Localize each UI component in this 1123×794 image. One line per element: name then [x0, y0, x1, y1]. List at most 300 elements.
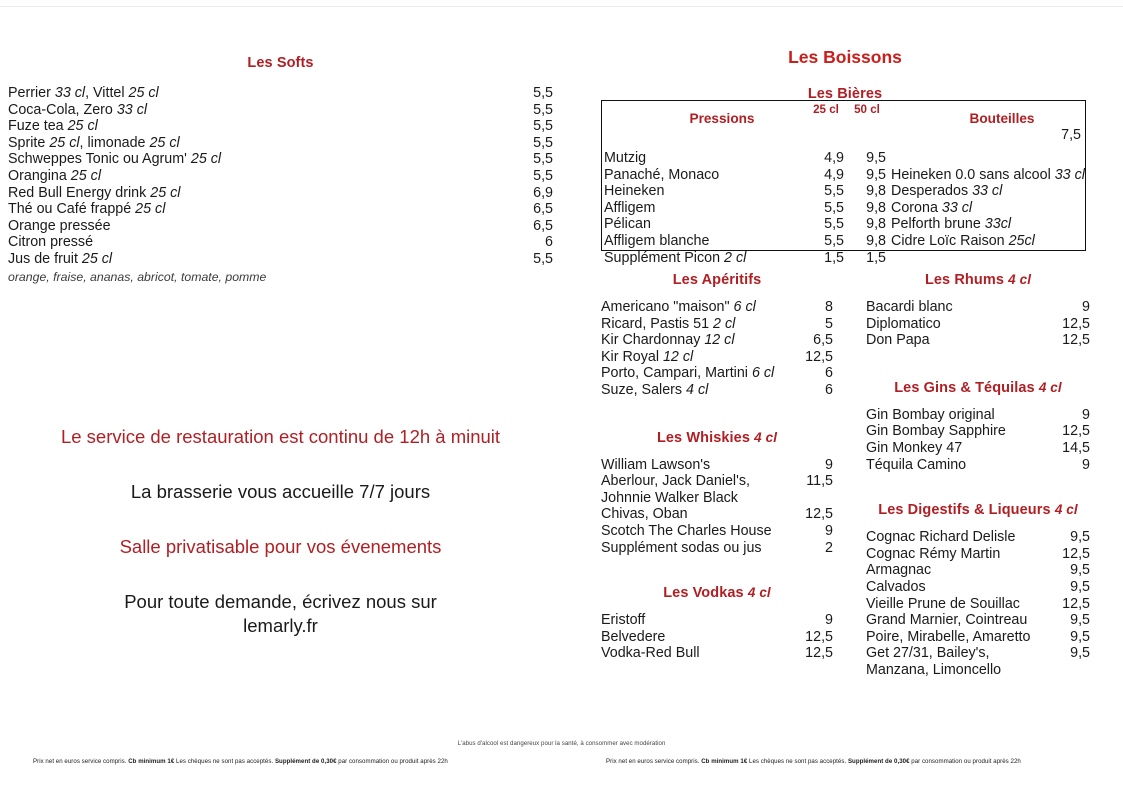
softs-section — [8, 55, 553, 285]
beer-price-25cl: 5,5 — [824, 232, 844, 249]
item-label: Thé ou Café frappé — [8, 201, 136, 218]
beer-price-50cl: 9,8 — [866, 232, 886, 249]
menu-item-row — [866, 299, 1090, 316]
item-name — [8, 168, 101, 185]
item-name — [866, 332, 930, 349]
vodkas-heading-volume: 4 cl — [747, 585, 771, 601]
item-label: Fuze tea — [8, 118, 68, 135]
item-name — [8, 218, 111, 235]
item-price: 5,5 — [533, 151, 553, 168]
softs-heading: Les Softs — [247, 55, 314, 71]
item-label: Porto, Campari, Martini — [601, 365, 752, 382]
item-label: Supplément sodas ou jus — [601, 539, 762, 556]
menu-item-row — [866, 529, 1090, 546]
menu-item-row — [8, 234, 553, 251]
menu-item-row — [601, 506, 833, 523]
item-label: Orange pressée — [8, 217, 111, 234]
item-name — [866, 299, 953, 316]
spirits-middle-column — [601, 272, 833, 662]
promo-website[interactable]: lemarly.fr — [243, 615, 318, 636]
item-label: Perrier — [8, 85, 55, 101]
softs-list — [8, 85, 553, 268]
item-price: 8 — [825, 299, 833, 315]
beer-row — [604, 233, 1085, 250]
menu-item-row — [8, 185, 553, 202]
promo-private-room: Salle privatisable pour vos évenements — [119, 536, 442, 557]
item-price: 5,5 — [533, 250, 553, 267]
beer-price-50cl: 9,5 — [866, 150, 886, 166]
item-price: 12,5 — [1062, 595, 1090, 612]
beer-col-50cl-header: 50 cl — [854, 103, 880, 116]
item-label: Get 27/31, Bailey's, — [866, 645, 990, 662]
item-price: 9,5 — [1070, 645, 1090, 662]
item-price: 9,5 — [1070, 628, 1090, 645]
menu-item-row — [601, 645, 833, 662]
item-price: 6 — [825, 381, 833, 398]
item-price: 12,5 — [1062, 545, 1090, 562]
item-name — [601, 365, 774, 382]
item-name — [866, 579, 926, 596]
spacer — [601, 399, 833, 430]
item-name — [8, 85, 159, 102]
item-price: 9,5 — [1070, 562, 1090, 579]
item-volume: 25 cl — [81, 250, 113, 267]
item-price: 6 — [825, 365, 833, 382]
item-label: Jus de fruit — [8, 250, 82, 267]
item-name — [866, 316, 941, 333]
menu-item-row — [601, 490, 833, 507]
item-label: Suze, Salers — [601, 381, 687, 398]
whiskies-heading — [601, 430, 833, 446]
beer-rows — [604, 150, 1085, 266]
menu-item-row — [601, 365, 833, 382]
item-label: Cognac Richard Delisle — [866, 529, 1016, 546]
beer-pression-name — [604, 233, 804, 250]
item-name — [601, 316, 735, 333]
item-volume: 33 cl — [116, 101, 148, 118]
legal-part-d: Supplément de 0,30€ — [274, 758, 337, 765]
beer-bottle — [886, 167, 1085, 184]
beer-name: Pélican — [604, 216, 651, 233]
item-price: 6 — [545, 234, 553, 251]
item-name — [8, 234, 93, 251]
menu-item-row — [8, 102, 553, 119]
item-label: Don Papa — [866, 332, 930, 349]
gins-list — [866, 407, 1090, 473]
spirits-right-column — [866, 272, 1090, 679]
beer-row — [604, 150, 1085, 167]
item-price: 11,5 — [806, 473, 833, 490]
item-name — [601, 332, 735, 349]
item-label: Red Bull Energy drink — [8, 184, 151, 201]
menu-item-row — [8, 168, 553, 185]
whiskies-heading-label: Les Whiskies — [656, 429, 755, 446]
aperitifs-heading: Les Apéritifs — [672, 272, 762, 288]
legal-part-a: Prix net en euros service compris. — [606, 758, 702, 765]
legal-note-left — [33, 758, 448, 765]
item-name — [8, 251, 112, 268]
item-volume: 25 cl — [67, 118, 98, 135]
item-volume: 25 cl — [49, 134, 80, 151]
vodkas-heading-label: Les Vodkas — [663, 585, 748, 602]
item-price: 9,5 — [1070, 612, 1090, 629]
item-price: 9 — [825, 522, 833, 539]
spacer — [866, 349, 1090, 380]
item-name — [601, 299, 756, 316]
item-name — [601, 645, 700, 662]
bottle-volume: 33 cl — [972, 183, 1003, 200]
menu-item-row — [866, 546, 1090, 563]
item-price: 6,5 — [813, 332, 833, 349]
beer-price-25cl: 5,5 — [824, 216, 844, 233]
item-label: Poire, Mirabelle, Amaretto — [866, 628, 1031, 645]
menu-item-row — [866, 457, 1090, 474]
item-volume-2: 25 cl — [128, 85, 159, 101]
item-label: Scotch The Charles House — [601, 522, 772, 539]
menu-item-row — [8, 151, 553, 168]
legal-part-b: Cb minimum 1€ — [701, 758, 748, 765]
menu-item-row — [601, 457, 833, 474]
item-name — [601, 540, 762, 557]
gins-heading-label: Les Gins & Téquilas — [894, 379, 1039, 396]
item-name — [601, 490, 738, 507]
item-volume: 25 cl — [135, 201, 166, 218]
item-price: 12,5 — [1062, 315, 1090, 332]
item-name — [866, 440, 962, 457]
item-name — [601, 629, 665, 646]
legal-part-e: par consommation ou produit après 22h — [909, 758, 1021, 765]
item-volume: 4 cl — [686, 381, 709, 398]
item-label: Eristoff — [601, 612, 646, 629]
item-price: 6,5 — [533, 217, 553, 234]
item-name — [601, 523, 772, 540]
boissons-heading: Les Boissons — [788, 47, 902, 67]
item-price: 5,5 — [533, 134, 553, 151]
item-volume: 33 cl — [54, 85, 86, 101]
bottle-volume: 33cl — [984, 216, 1012, 233]
legal-part-a: Prix net en euros service compris. — [33, 758, 129, 765]
beer-col-pressions-header: Pressions — [689, 111, 755, 126]
alcohol-warning: L'abus d'alcool est dangereux pour la santé, à consommer avec modération — [457, 740, 666, 747]
digestifs-group — [866, 502, 1090, 678]
beer-col-25cl-header: 25 cl — [813, 103, 839, 116]
item-price: 12,5 — [805, 645, 833, 662]
item-price: 5,5 — [533, 85, 553, 101]
menu-item-row — [601, 332, 833, 349]
item-label: Americano "maison" — [601, 299, 734, 315]
beer-name-volume: 2 cl — [724, 249, 747, 266]
rhums-heading — [866, 272, 1090, 288]
beer-pression-name — [604, 200, 804, 217]
beer-price-25cl: 5,5 — [824, 199, 844, 216]
item-volume: 12 cl — [662, 348, 694, 365]
beer-row — [604, 216, 1085, 233]
aperitifs-group — [601, 272, 833, 399]
whiskies-heading-volume: 4 cl — [754, 429, 778, 445]
item-name — [866, 562, 931, 579]
item-price: 12,5 — [805, 348, 833, 365]
bottle-volume: 33 cl — [941, 199, 973, 216]
beer-price-25cl: 1,5 — [824, 249, 844, 266]
item-label: Calvados — [866, 578, 926, 595]
item-volume: 2 cl — [713, 315, 736, 332]
item-label: Bacardi blanc — [866, 299, 953, 315]
item-price: 9,5 — [1070, 529, 1090, 546]
item-price: 12,5 — [805, 628, 833, 645]
bottle-name: Desperados — [891, 183, 973, 200]
menu-item-row — [601, 473, 833, 490]
item-label: Coca-Cola, Zero — [8, 101, 117, 118]
menu-item-row — [866, 423, 1090, 440]
item-price: 5,5 — [533, 101, 553, 118]
menu-item-row — [601, 349, 833, 366]
rhums-group — [866, 272, 1090, 349]
menu-item-row — [866, 440, 1090, 457]
item-name — [601, 382, 708, 399]
menu-item-row — [601, 382, 833, 399]
menu-item-row — [8, 201, 553, 218]
menu-item-row — [866, 562, 1090, 579]
item-price: 12,5 — [805, 506, 833, 523]
item-label: Chivas, Oban — [601, 506, 688, 523]
item-volume: 25 cl — [190, 151, 222, 168]
menu-item-row — [866, 645, 1090, 662]
beer-name: Affligem — [604, 199, 656, 216]
spacer — [601, 556, 833, 585]
legal-part-c: Les chèques ne sont pas acceptés. — [747, 758, 848, 765]
item-price: 9 — [825, 456, 833, 473]
item-volume: 6 cl — [751, 365, 775, 382]
item-label: Diplomatico — [866, 315, 941, 332]
menu-item-row — [866, 596, 1090, 613]
beer-name: Supplément Picon — [604, 249, 725, 266]
item-price: 5,5 — [533, 167, 553, 184]
item-name — [866, 457, 966, 474]
item-name — [866, 662, 1001, 679]
item-label: Gin Monkey 47 — [866, 439, 963, 456]
beer-table — [601, 100, 1086, 266]
page-top-rule — [0, 6, 1123, 7]
item-label: Johnnie Walker Black — [601, 489, 738, 506]
menu-item-row — [601, 523, 833, 540]
item-label: Gin Bombay Sapphire — [866, 423, 1006, 440]
beer-bottle — [886, 200, 1085, 217]
whiskies-group — [601, 430, 833, 557]
bottle-name: Corona — [891, 199, 942, 216]
menu-item-row — [601, 316, 833, 333]
item-price: 5 — [825, 315, 833, 332]
menu-item-row — [866, 407, 1090, 424]
digestifs-list — [866, 529, 1090, 678]
beer-price-25cl: 4,9 — [824, 166, 844, 183]
beer-price-25cl: 5,5 — [824, 183, 844, 200]
item-label: Ricard, Pastis 51 — [601, 315, 714, 332]
beer-pression-name — [604, 167, 804, 184]
item-price: 9 — [1082, 406, 1090, 423]
item-name — [8, 118, 98, 135]
item-price: 12,5 — [1062, 332, 1090, 349]
vodkas-group — [601, 585, 833, 662]
item-name — [866, 529, 1015, 546]
item-name — [601, 473, 750, 490]
item-name — [601, 612, 645, 629]
item-name — [601, 349, 693, 366]
item-label: Kir Royal — [601, 348, 663, 365]
item-price: 9 — [825, 612, 833, 629]
item-name — [8, 135, 180, 152]
beer-pression-name — [604, 183, 804, 200]
digestifs-heading-label: Les Digestifs & Liqueurs — [878, 502, 1055, 519]
beer-row — [604, 200, 1085, 217]
bieres-heading: Les Bières — [807, 86, 883, 102]
item-label: Vodka-Red Bull — [601, 645, 700, 662]
item-label: Schweppes Tonic ou Agrum' — [8, 151, 191, 168]
gins-heading-volume: 4 cl — [1038, 379, 1062, 395]
item-name — [866, 407, 995, 424]
digestifs-heading-volume: 4 cl — [1054, 502, 1078, 518]
beer-price-50cl: 9,8 — [866, 199, 886, 216]
menu-item-row — [866, 612, 1090, 629]
beer-col-bouteilles-header: Bouteilles — [969, 111, 1035, 126]
rhums-heading-volume: 4 cl — [1008, 272, 1032, 287]
gins-group — [866, 380, 1090, 473]
beer-row — [604, 183, 1085, 200]
rhums-list — [866, 299, 1090, 349]
legal-note-right — [606, 758, 1021, 765]
legal-part-e: par consommation ou produit après 22h — [336, 758, 448, 765]
item-label: Orangina — [8, 167, 71, 184]
beer-name: Mutzig — [604, 150, 647, 166]
beer-bottle — [886, 183, 1085, 200]
item-name — [866, 546, 1000, 563]
item-price: 6,9 — [533, 184, 553, 201]
beer-pression-name — [604, 150, 804, 167]
item-price: 9,5 — [1070, 578, 1090, 595]
item-price: 12,5 — [1062, 423, 1090, 440]
item-volume-2: 25 cl — [149, 134, 180, 151]
menu-item-row — [601, 540, 833, 557]
item-label: Armagnac — [866, 562, 932, 579]
item-price: 6,5 — [533, 201, 553, 218]
legal-part-c: Les chèques ne sont pas acceptés. — [174, 758, 275, 765]
bottle-name: Cidre Loïc Raison — [891, 232, 1009, 249]
item-label-2: , Vittel — [85, 85, 129, 101]
bouteilles-price: 7,5 — [1061, 127, 1081, 143]
menu-item-row — [866, 629, 1090, 646]
promo-open-days: La brasserie vous accueille 7/7 jours — [130, 481, 431, 502]
item-volume: 6 cl — [733, 299, 756, 315]
beer-row — [604, 167, 1085, 184]
item-label: William Lawson's — [601, 456, 711, 473]
item-volume: 25 cl — [70, 167, 101, 184]
bottle-volume: 25cl — [1008, 232, 1035, 249]
vodkas-list — [601, 612, 833, 662]
beer-pression-name — [604, 216, 804, 233]
beer-price-50cl: 9,5 — [866, 166, 886, 183]
item-name — [8, 185, 180, 202]
item-label: Grand Marnier, Cointreau — [866, 612, 1028, 629]
menu-item-row — [8, 218, 553, 235]
item-label: Manzana, Limoncello — [866, 661, 1002, 678]
menu-item-row — [866, 662, 1090, 679]
menu-item-row — [8, 118, 553, 135]
beer-bottle — [886, 216, 1085, 233]
beer-price-50cl: 9,8 — [866, 216, 886, 233]
item-name — [866, 645, 990, 662]
vodkas-heading — [601, 585, 833, 601]
item-name — [8, 151, 221, 168]
menu-item-row — [601, 299, 833, 316]
menu-item-row — [866, 332, 1090, 349]
item-label-2: , limonade — [79, 134, 150, 151]
item-name — [8, 201, 165, 218]
menu-item-row — [8, 85, 553, 102]
beer-row — [604, 250, 1085, 267]
item-label: Sprite — [8, 134, 50, 151]
beer-name: Heineken — [604, 183, 665, 200]
promo-block — [8, 425, 553, 638]
menu-item-row — [866, 316, 1090, 333]
legal-part-b: Cb minimum 1€ — [128, 758, 175, 765]
bottle-name: Pelforth brune — [891, 216, 985, 233]
item-name — [8, 102, 147, 119]
menu-item-row — [601, 612, 833, 629]
beer-name: Affligem blanche — [604, 232, 710, 249]
promo-contact: Pour toute demande, écrivez nous sur — [124, 591, 437, 612]
beer-price-50cl: 9,8 — [866, 183, 886, 200]
item-volume: 12 cl — [704, 332, 735, 349]
item-label: Citron pressé — [8, 234, 94, 251]
bottle-volume: 33 cl — [1054, 166, 1085, 183]
digestifs-heading — [866, 502, 1090, 518]
menu-item-row — [866, 579, 1090, 596]
item-name — [601, 506, 688, 523]
legal-part-d: Supplément de 0,30€ — [847, 758, 910, 765]
item-price: 5,5 — [533, 118, 553, 135]
item-name — [866, 612, 1027, 629]
item-label: Belvedere — [601, 628, 666, 645]
menu-item-row — [8, 251, 553, 268]
item-name — [866, 423, 1006, 440]
item-price: 9 — [1082, 456, 1090, 473]
beer-price-25cl: 4,9 — [824, 150, 844, 166]
item-price: 14,5 — [1062, 439, 1090, 456]
bottle-name: Heineken 0.0 sans alcool — [891, 166, 1055, 183]
item-volume: 25 cl — [150, 184, 181, 201]
item-label: Téquila Camino — [866, 456, 967, 473]
spacer — [866, 473, 1090, 502]
item-label: Vieille Prune de Souillac — [866, 595, 1020, 612]
beer-pression-name — [604, 250, 804, 267]
item-name — [866, 629, 1030, 646]
gins-heading — [866, 380, 1090, 396]
item-price: 9 — [1082, 299, 1090, 315]
whiskies-list — [601, 457, 833, 557]
item-label: Aberlour, Jack Daniel's, — [601, 473, 750, 490]
beer-price-50cl: 1,5 — [866, 249, 886, 266]
rhums-heading-label: Les Rhums — [924, 272, 1009, 288]
item-price: 2 — [825, 539, 833, 556]
softs-fruit-note: orange, fraise, ananas, abricot, tomate, pomme — [8, 269, 267, 284]
menu-item-row — [8, 135, 553, 152]
item-name — [601, 457, 710, 474]
menu-item-row — [601, 629, 833, 646]
item-label: Cognac Rémy Martin — [866, 545, 1001, 562]
beer-bottle — [886, 233, 1085, 250]
item-label: Kir Chardonnay — [601, 332, 705, 349]
promo-service-hours: Le service de restauration est continu de 12h à minuit — [60, 426, 501, 447]
aperitifs-list — [601, 299, 833, 399]
